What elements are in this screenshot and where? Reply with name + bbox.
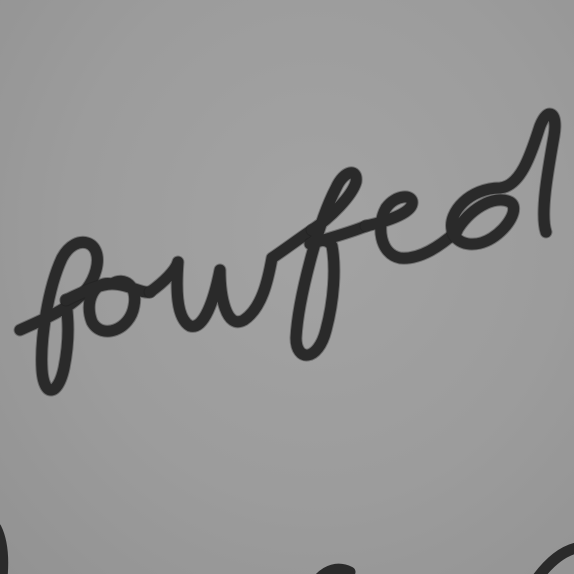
stroke-fragment-bottom-right (536, 548, 574, 574)
stroke-letter-f2-ink (296, 173, 366, 355)
stroke-letter-o-ink (66, 281, 150, 331)
handwriting-strokes (20, 114, 555, 390)
stroke-letter-d-ink (452, 114, 555, 244)
stroke-fragment-bottom-left (0, 528, 3, 574)
partial-strokes-bottom (0, 528, 574, 574)
stroke-fragment-bottom-middle (318, 569, 350, 574)
